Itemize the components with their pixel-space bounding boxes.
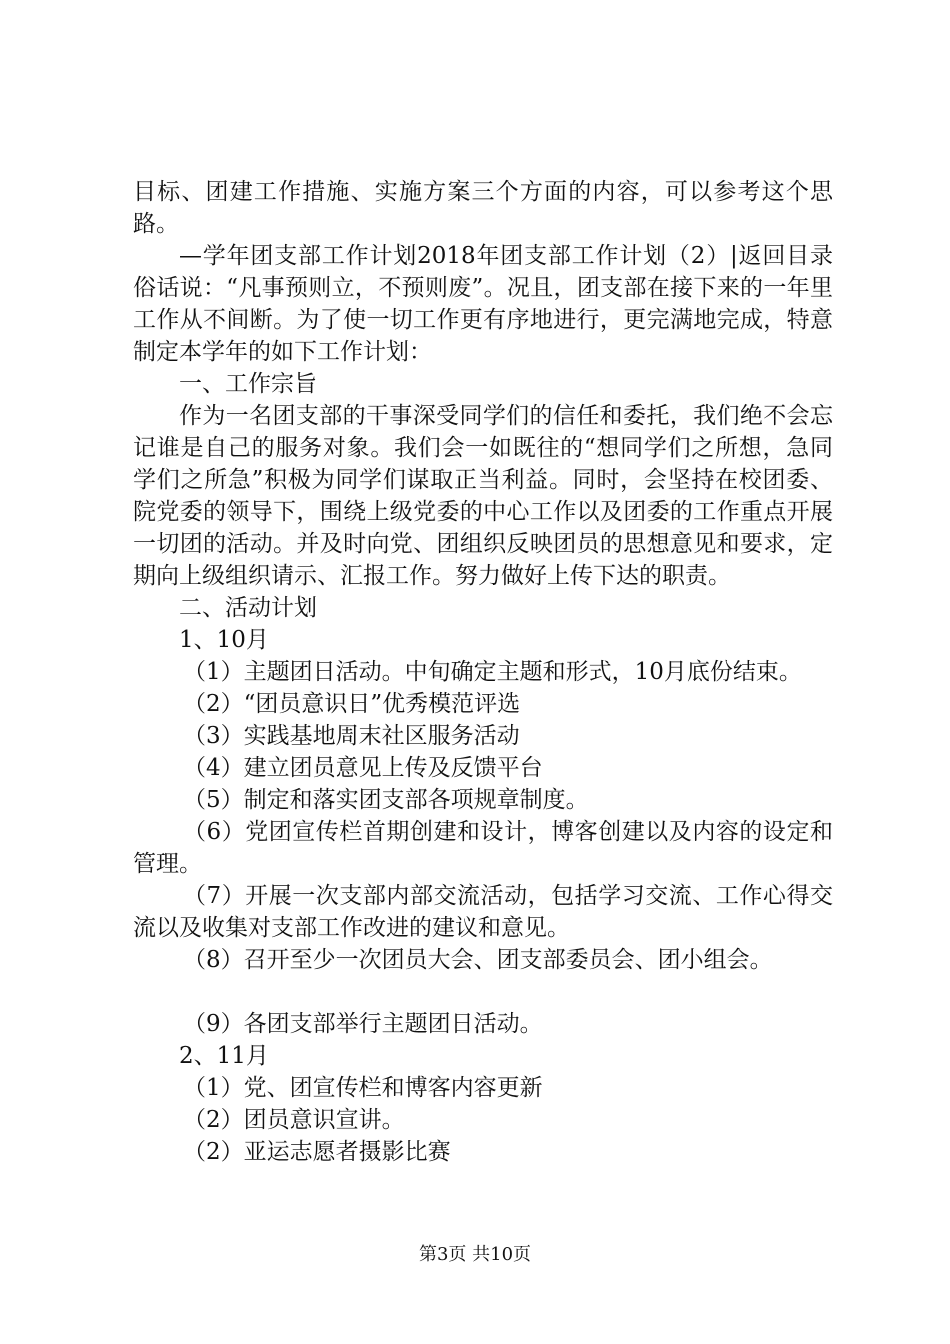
list-item: （2）亚运志愿者摄影比赛 bbox=[183, 1139, 451, 1165]
blank-line bbox=[133, 976, 833, 1008]
list-item: （7）开展一次支部内部交流活动，包括学习交流、工作心得交流以及收集对支部工作改进的建议和意见。 bbox=[133, 883, 833, 941]
list-item: （9）各团支部举行主题团日活动。 bbox=[183, 1011, 543, 1037]
section-heading-activities: 二、活动计划 bbox=[179, 595, 317, 621]
list-item: （1）主题团日活动。中旬确定主题和形式，10月底份结束。 bbox=[183, 659, 802, 685]
section-heading-purpose: 一、工作宗旨 bbox=[179, 371, 317, 397]
document-body bbox=[133, 176, 833, 1168]
page-number-footer: 第3页 共10页 bbox=[418, 1244, 532, 1265]
month-heading-november: 2、11月 bbox=[179, 1043, 269, 1069]
list-item: （2）“团员意识日”优秀模范评选 bbox=[183, 691, 521, 717]
month-heading-october: 1、10月 bbox=[179, 627, 269, 653]
list-item: （2）团员意识宣讲。 bbox=[183, 1107, 405, 1133]
list-item: （8）召开至少一次团员大会、团支部委员会、团小组会。 bbox=[183, 947, 773, 973]
list-item: （5）制定和落实团支部各项规章制度。 bbox=[183, 787, 589, 813]
paragraph-purpose: 作为一名团支部的干事深受同学们的信任和委托，我们绝不会忘记谁是自己的服务对象。我们会一如既往的“想同学们之所想，急同学们之所急”积极为同学们谋取正当利益。同时，会坚持在校团委、院党委的领导下，围绕上级党委的中心工作以及团委的工作重点开展一切团的活动。并及时向党、团组织反映团员的思想意见和要求，定期向上级组织请示、汇报工作。努力做好上传下达的职责。 bbox=[133, 403, 833, 589]
paragraph-plan-intro: —学年团支部工作计划2018年团支部工作计划（2）|返回目录俗话说：“凡事预则立，不预则废”。况且，团支部在接下来的一年里工作从不间断。为了使一切工作更有序地进行，更完满地完成，特意制定本学年的如下工作计划： bbox=[133, 243, 833, 365]
paragraph-intro: 目标、团建工作措施、实施方案三个方面的内容，可以参考这个思路。 bbox=[133, 179, 833, 237]
list-item: （1）党、团宣传栏和博客内容更新 bbox=[183, 1075, 543, 1101]
list-item: （4）建立团员意见上传及反馈平台 bbox=[183, 755, 543, 781]
list-item: （3）实践基地周末社区服务活动 bbox=[183, 723, 520, 749]
list-item: （6）党团宣传栏首期创建和设计，博客创建以及内容的设定和管理。 bbox=[133, 819, 833, 877]
